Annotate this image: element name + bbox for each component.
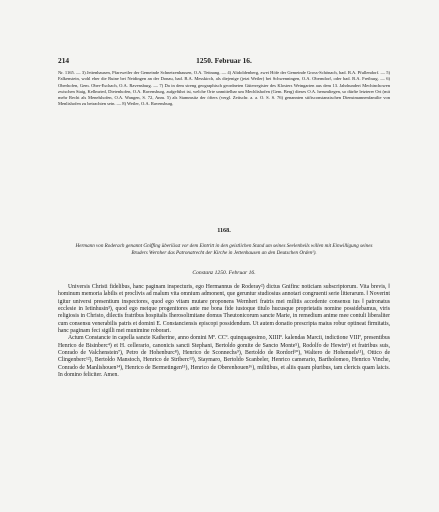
document-summary xyxy=(72,243,376,258)
running-title: 1250. Februar 16. xyxy=(196,56,252,65)
body-paragraph-1: Universis Christi fidelibus, hanc paginam inspecturis, ego Hermannus de Roderay²) dictus Gnifinc noticiam subscriptorum. Vita brevis, ‖ hominum memoria labilis et proclivis ad malum vita omnium admonent, que geruntur studiosius annotari congruenti serie litterarum. ‖ Noverint igitur universi presentium inspectores, quod ego vitam mutare proponens Wernheri fratris mei militis accedente consensu ius ‖ patronatus ecclesie in Ietinhusin³), quod ego meique progenitores ante me bona fide iustoque titulo hucusque proprietatis nomine possidebamus, viris religiosis in Christo, dilectis fratribus hospitalis Iherosolimitane domus Theutonicorum sancte Marie, in remedium anime mee contuli liberaliter cum consensu venerabilis patris et domini E. Constanciensis episcopi possidendum. Ut autem donatio prescripta maius robur optineat firmitatis, hanc paginam feci sigilli mei munimine roborari. xyxy=(58,284,390,335)
body-paragraph-2: Actum Constancie in capella sancte Katherine, anno domini Mº. CCº. quinquagesimo, XIIIIº. kalendas Marcii, indictione VIIIª, presentibus Henrico de Bisinberc⁴) et H. cellerario, canonicis sancti Stephani, Bertoldo gomite de Sancto Monte⁵), Rodolfo de Hewin⁶) et fratribus suis, Conrado de Valchenstein⁷), Petro de Hohenburc⁸), Henrico de Sconnechs⁹), Bertoldo de Rordorf¹⁰), Waltero de Hohenuels¹¹), Ottico de Clingenberc¹²), Bertoldo Manstoch, Henrico de Striberc¹³), Staymaro, Bertoldo Scanbeler, Henrico camerario, Bartholomeo, Henrico Vinche, Conrado de Manlishouen¹⁴), Henrico de Bermetingen¹⁵), Henrico de Oberenhouen¹⁶), militibus, et aliis quam pluribus, tam clericis quam laicis. In domino feliciter. Amen. xyxy=(58,335,390,379)
page-header xyxy=(58,56,390,68)
page-number: 214 xyxy=(58,56,70,65)
document-body xyxy=(58,284,390,379)
footnotes-text: Nr. 1165. — 3) Jettenhausen, Pfarrweiler der Gemeinde Schnetzenhausen, O.A. Tettnang. — 4) Altdoldenberg, zwei Höfe der Gemeinde Gross-Schönach, bad. B.A. Pfullendorf. — 5) Falkenstein, wohl eher die Ruine bei Neidingen an der Donau, bad. B.A. Messkirch, als diejenige (jetzt Weiler) bei Schwenningen, O.A. Oberndorf, oder bad. B.A. Freiburg. — 6) Oberhofen, Gem. Ober-Eschach, O.A. Ravensburg. — 7) Da in dem streng geographisch geordneten Güterregister des Klosters Weingarten aus dem 13. Jahrhundert Mechinchowen zwischen Staig, Kellmried, Dietenhofen, O.A. Ravensburg, aufgeführt ist, welche Orte unmittelbar um Mechlishofen (Gem. Berg) dieses O.A. herumliegen, so dürfte letzterer Ort (mit mehr Recht als Menelshofen, O.A. Wangen, S. 72, Anm. 5) als Stammsitz der öfters (vergl. Zeitschr. a. a. O. S. S. 76) genannten stiftsconstanzischen Dienstmannenfamilie von Menlishofen zu betrachten sein. — 8) Weiler, O.A. Ravensburg. xyxy=(58,70,390,107)
summary-text: Hermann von Roderach genannt Gniffing überlässt vor dem Eintritt in den geistlichen Stand um seines Seelenheils willen mit Einwilligung seines Bruders Wernher das Patronatrecht der Kirche in Jettenhausen an den Deutschen Orden¹). xyxy=(75,243,373,257)
document-dateline: Constanz 1250. Februar 16. xyxy=(192,270,256,276)
document-number: 1168. xyxy=(217,227,231,234)
footnotes xyxy=(58,70,390,108)
